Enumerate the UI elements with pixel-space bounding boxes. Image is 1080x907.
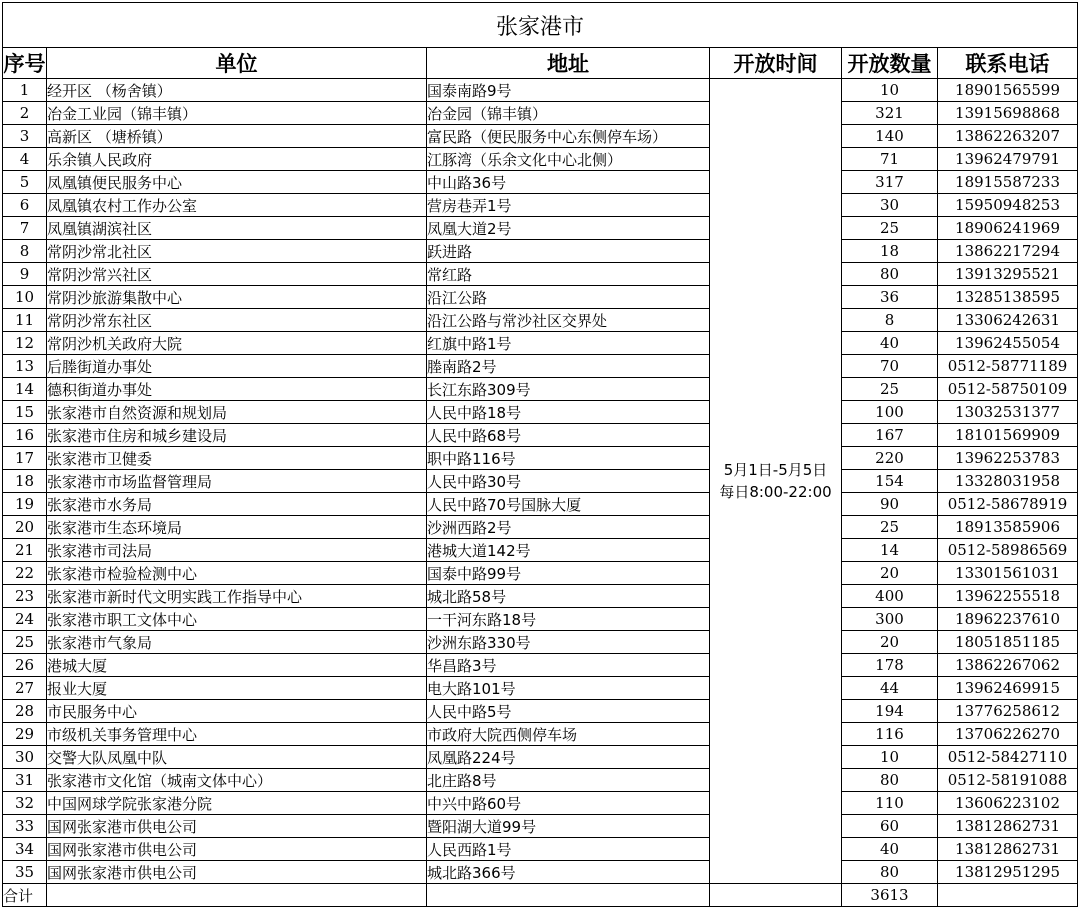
table-row xyxy=(3,493,1078,516)
quantity-cell: 10 xyxy=(842,746,938,769)
address-cell: 沿江公路 xyxy=(427,286,710,309)
header-row xyxy=(3,48,1078,79)
phone-cell: 13328031958 xyxy=(938,470,1078,493)
quantity-cell: 80 xyxy=(842,769,938,792)
quantity-cell: 25 xyxy=(842,516,938,539)
address-cell: 国泰南路9号 xyxy=(427,79,710,102)
row-number-cell: 28 xyxy=(3,700,47,723)
row-number-cell: 11 xyxy=(3,309,47,332)
row-number-cell: 31 xyxy=(3,769,47,792)
phone-cell: 13812862731 xyxy=(938,838,1078,861)
table-row xyxy=(3,148,1078,171)
phone-cell: 13962255518 xyxy=(938,585,1078,608)
address-cell: 人民中路18号 xyxy=(427,401,710,424)
unit-cell: 经开区 （杨舍镇） xyxy=(47,79,427,102)
table-row xyxy=(3,746,1078,769)
quantity-cell: 90 xyxy=(842,493,938,516)
phone-cell: 18901565599 xyxy=(938,79,1078,102)
row-number-cell: 15 xyxy=(3,401,47,424)
unit-cell: 张家港市自然资源和规划局 xyxy=(47,401,427,424)
row-number-cell: 3 xyxy=(3,125,47,148)
quantity-cell: 8 xyxy=(842,309,938,332)
unit-cell: 张家港市检验检测中心 xyxy=(47,562,427,585)
row-number-cell: 26 xyxy=(3,654,47,677)
phone-cell: 13306242631 xyxy=(938,309,1078,332)
phone-cell: 13913295521 xyxy=(938,263,1078,286)
address-cell: 港城大道142号 xyxy=(427,539,710,562)
header-time: 开放时间 xyxy=(710,48,842,79)
phone-cell: 13285138595 xyxy=(938,286,1078,309)
unit-cell: 报业大厦 xyxy=(47,677,427,700)
row-number-cell: 34 xyxy=(3,838,47,861)
unit-cell: 德积街道办事处 xyxy=(47,378,427,401)
table-row xyxy=(3,608,1078,631)
address-cell: 暨阳湖大道99号 xyxy=(427,815,710,838)
quantity-cell: 40 xyxy=(842,838,938,861)
phone-cell: 13962253783 xyxy=(938,447,1078,470)
phone-cell: 13862267062 xyxy=(938,654,1078,677)
phone-cell: 13862263207 xyxy=(938,125,1078,148)
address-cell: 中山路36号 xyxy=(427,171,710,194)
phone-cell: 13301561031 xyxy=(938,562,1078,585)
row-number-cell: 1 xyxy=(3,79,47,102)
open-time-dates: 5月1日-5月5日 xyxy=(723,461,828,479)
address-cell: 市政府大院西侧停车场 xyxy=(427,723,710,746)
address-cell: 常红路 xyxy=(427,263,710,286)
phone-cell: 18906241969 xyxy=(938,217,1078,240)
address-cell: 一干河东路18号 xyxy=(427,608,710,631)
quantity-cell: 20 xyxy=(842,562,938,585)
table-row xyxy=(3,861,1078,884)
phone-cell: 0512-58191088 xyxy=(938,769,1078,792)
quantity-cell: 44 xyxy=(842,677,938,700)
unit-cell: 乐余镇人民政府 xyxy=(47,148,427,171)
unit-cell: 后塍街道办事处 xyxy=(47,355,427,378)
table-row xyxy=(3,424,1078,447)
empty-cell xyxy=(710,884,842,907)
empty-cell xyxy=(938,884,1078,907)
phone-cell: 18051851185 xyxy=(938,631,1078,654)
unit-cell: 张家港市卫健委 xyxy=(47,447,427,470)
table-row xyxy=(3,79,1078,102)
address-cell: 跃进路 xyxy=(427,240,710,263)
unit-cell: 国网张家港市供电公司 xyxy=(47,815,427,838)
phone-cell: 13776258612 xyxy=(938,700,1078,723)
table-row xyxy=(3,286,1078,309)
open-time-hours: 每日8:00-22:00 xyxy=(719,483,832,501)
unit-cell: 常阴沙机关政府大院 xyxy=(47,332,427,355)
table-row xyxy=(3,700,1078,723)
address-cell: 中兴中路60号 xyxy=(427,792,710,815)
header-unit: 单位 xyxy=(47,48,427,79)
address-cell: 人民中路70号国脉大厦 xyxy=(427,493,710,516)
quantity-cell: 70 xyxy=(842,355,938,378)
row-number-cell: 16 xyxy=(3,424,47,447)
empty-cell xyxy=(47,884,427,907)
header-quantity: 开放数量 xyxy=(842,48,938,79)
quantity-cell: 25 xyxy=(842,217,938,240)
phone-cell: 13915698868 xyxy=(938,102,1078,125)
table-row xyxy=(3,194,1078,217)
address-cell: 职中路116号 xyxy=(427,447,710,470)
row-number-cell: 33 xyxy=(3,815,47,838)
quantity-cell: 140 xyxy=(842,125,938,148)
row-number-cell: 18 xyxy=(3,470,47,493)
address-cell: 凤凰大道2号 xyxy=(427,217,710,240)
address-cell: 塍南路2号 xyxy=(427,355,710,378)
phone-cell: 18101569909 xyxy=(938,424,1078,447)
phone-cell: 13812951295 xyxy=(938,861,1078,884)
unit-cell: 常阴沙常东社区 xyxy=(47,309,427,332)
quantity-cell: 18 xyxy=(842,240,938,263)
table-row xyxy=(3,125,1078,148)
table-row xyxy=(3,102,1078,125)
row-number-cell: 17 xyxy=(3,447,47,470)
table-row xyxy=(3,217,1078,240)
header-phone: 联系电话 xyxy=(938,48,1078,79)
address-cell: 国泰中路99号 xyxy=(427,562,710,585)
address-cell: 人民中路68号 xyxy=(427,424,710,447)
unit-cell: 张家港市水务局 xyxy=(47,493,427,516)
quantity-cell: 178 xyxy=(842,654,938,677)
row-number-cell: 6 xyxy=(3,194,47,217)
table-title: 张家港市 xyxy=(3,3,1078,48)
row-number-cell: 13 xyxy=(3,355,47,378)
unit-cell: 凤凰镇湖滨社区 xyxy=(47,217,427,240)
address-cell: 人民西路1号 xyxy=(427,838,710,861)
unit-cell: 张家港市生态环境局 xyxy=(47,516,427,539)
address-cell: 富民路（便民服务中心东侧停车场） xyxy=(427,125,710,148)
address-cell: 沙洲西路2号 xyxy=(427,516,710,539)
unit-cell: 常阴沙常北社区 xyxy=(47,240,427,263)
phone-cell: 0512-58986569 xyxy=(938,539,1078,562)
total-label: 合计 xyxy=(3,884,47,907)
unit-cell: 交警大队凤凰中队 xyxy=(47,746,427,769)
unit-cell: 凤凰镇农村工作办公室 xyxy=(47,194,427,217)
unit-cell: 冶金工业园（锦丰镇） xyxy=(47,102,427,125)
table-row xyxy=(3,447,1078,470)
row-number-cell: 25 xyxy=(3,631,47,654)
total-row xyxy=(3,884,1078,907)
unit-cell: 张家港市职工文体中心 xyxy=(47,608,427,631)
quantity-cell: 14 xyxy=(842,539,938,562)
row-number-cell: 30 xyxy=(3,746,47,769)
address-cell: 电大路101号 xyxy=(427,677,710,700)
quantity-cell: 100 xyxy=(842,401,938,424)
unit-cell: 张家港市住房和城乡建设局 xyxy=(47,424,427,447)
address-cell: 凤凰路224号 xyxy=(427,746,710,769)
row-number-cell: 27 xyxy=(3,677,47,700)
quantity-cell: 167 xyxy=(842,424,938,447)
phone-cell: 0512-58750109 xyxy=(938,378,1078,401)
phone-cell: 13706226270 xyxy=(938,723,1078,746)
row-number-cell: 8 xyxy=(3,240,47,263)
row-number-cell: 9 xyxy=(3,263,47,286)
unit-cell: 张家港市市场监督管理局 xyxy=(47,470,427,493)
table-row xyxy=(3,769,1078,792)
empty-cell xyxy=(427,884,710,907)
table-row xyxy=(3,792,1078,815)
quantity-cell: 25 xyxy=(842,378,938,401)
row-number-cell: 35 xyxy=(3,861,47,884)
table-row xyxy=(3,654,1078,677)
unit-cell: 港城大厦 xyxy=(47,654,427,677)
phone-cell: 13962479791 xyxy=(938,148,1078,171)
quantity-cell: 154 xyxy=(842,470,938,493)
table-row xyxy=(3,470,1078,493)
phone-cell: 18913585906 xyxy=(938,516,1078,539)
quantity-cell: 10 xyxy=(842,79,938,102)
header-no: 序号 xyxy=(3,48,47,79)
table-row xyxy=(3,516,1078,539)
address-cell: 沿江公路与常沙社区交界处 xyxy=(427,309,710,332)
row-number-cell: 4 xyxy=(3,148,47,171)
address-cell: 沙洲东路330号 xyxy=(427,631,710,654)
quantity-cell: 400 xyxy=(842,585,938,608)
unit-cell: 市民服务中心 xyxy=(47,700,427,723)
phone-cell: 13962469915 xyxy=(938,677,1078,700)
phone-cell: 0512-58427110 xyxy=(938,746,1078,769)
table-row xyxy=(3,723,1078,746)
row-number-cell: 7 xyxy=(3,217,47,240)
phone-cell: 13606223102 xyxy=(938,792,1078,815)
row-number-cell: 19 xyxy=(3,493,47,516)
address-cell: 红旗中路1号 xyxy=(427,332,710,355)
address-cell: 北庄路8号 xyxy=(427,769,710,792)
address-cell: 冶金园（锦丰镇） xyxy=(427,102,710,125)
quantity-cell: 60 xyxy=(842,815,938,838)
address-cell: 人民中路30号 xyxy=(427,470,710,493)
quantity-cell: 317 xyxy=(842,171,938,194)
row-number-cell: 2 xyxy=(3,102,47,125)
row-number-cell: 20 xyxy=(3,516,47,539)
unit-cell: 凤凰镇便民服务中心 xyxy=(47,171,427,194)
table-row xyxy=(3,585,1078,608)
unit-cell: 国网张家港市供电公司 xyxy=(47,838,427,861)
table-row xyxy=(3,562,1078,585)
address-cell: 华昌路3号 xyxy=(427,654,710,677)
phone-cell: 18915587233 xyxy=(938,171,1078,194)
table-row xyxy=(3,309,1078,332)
unit-cell: 张家港市气象局 xyxy=(47,631,427,654)
row-number-cell: 5 xyxy=(3,171,47,194)
table-row xyxy=(3,838,1078,861)
phone-cell: 13862217294 xyxy=(938,240,1078,263)
row-number-cell: 12 xyxy=(3,332,47,355)
phone-cell: 15950948253 xyxy=(938,194,1078,217)
open-time-cell xyxy=(710,79,842,884)
row-number-cell: 29 xyxy=(3,723,47,746)
quantity-cell: 30 xyxy=(842,194,938,217)
table-row xyxy=(3,401,1078,424)
table-row xyxy=(3,815,1078,838)
quantity-cell: 40 xyxy=(842,332,938,355)
unit-cell: 张家港市新时代文明实践工作指导中心 xyxy=(47,585,427,608)
quantity-cell: 80 xyxy=(842,861,938,884)
unit-cell: 常阴沙旅游集散中心 xyxy=(47,286,427,309)
address-cell: 江豚湾（乐余文化中心北侧） xyxy=(427,148,710,171)
quantity-cell: 220 xyxy=(842,447,938,470)
table-row xyxy=(3,677,1078,700)
quantity-cell: 36 xyxy=(842,286,938,309)
unit-cell: 张家港市文化馆（城南文体中心） xyxy=(47,769,427,792)
quantity-cell: 194 xyxy=(842,700,938,723)
row-number-cell: 22 xyxy=(3,562,47,585)
table-row xyxy=(3,539,1078,562)
table-row xyxy=(3,240,1078,263)
address-cell: 长江东路309号 xyxy=(427,378,710,401)
table-row xyxy=(3,263,1078,286)
phone-cell: 13812862731 xyxy=(938,815,1078,838)
address-cell: 城北路366号 xyxy=(427,861,710,884)
phone-cell: 13032531377 xyxy=(938,401,1078,424)
quantity-cell: 300 xyxy=(842,608,938,631)
unit-cell: 市级机关事务管理中心 xyxy=(47,723,427,746)
unit-cell: 国网张家港市供电公司 xyxy=(47,861,427,884)
row-number-cell: 21 xyxy=(3,539,47,562)
quantity-cell: 80 xyxy=(842,263,938,286)
unit-cell: 常阴沙常兴社区 xyxy=(47,263,427,286)
table-row xyxy=(3,171,1078,194)
quantity-cell: 20 xyxy=(842,631,938,654)
table-row xyxy=(3,378,1078,401)
quantity-cell: 110 xyxy=(842,792,938,815)
phone-cell: 0512-58678919 xyxy=(938,493,1078,516)
unit-cell: 张家港市司法局 xyxy=(47,539,427,562)
row-number-cell: 10 xyxy=(3,286,47,309)
table-row xyxy=(3,631,1078,654)
quantity-cell: 71 xyxy=(842,148,938,171)
address-cell: 营房巷弄1号 xyxy=(427,194,710,217)
address-cell: 城北路58号 xyxy=(427,585,710,608)
table-row xyxy=(3,355,1078,378)
row-number-cell: 23 xyxy=(3,585,47,608)
quantity-cell: 116 xyxy=(842,723,938,746)
unit-cell: 中国网球学院张家港分院 xyxy=(47,792,427,815)
parking-sites-table xyxy=(2,2,1078,907)
total-quantity: 3613 xyxy=(842,884,938,907)
address-cell: 人民中路5号 xyxy=(427,700,710,723)
phone-cell: 13962455054 xyxy=(938,332,1078,355)
phone-cell: 18962237610 xyxy=(938,608,1078,631)
phone-cell: 0512-58771189 xyxy=(938,355,1078,378)
row-number-cell: 32 xyxy=(3,792,47,815)
quantity-cell: 321 xyxy=(842,102,938,125)
row-number-cell: 14 xyxy=(3,378,47,401)
unit-cell: 高新区 （塘桥镇） xyxy=(47,125,427,148)
row-number-cell: 24 xyxy=(3,608,47,631)
header-address: 地址 xyxy=(427,48,710,79)
table-row xyxy=(3,332,1078,355)
